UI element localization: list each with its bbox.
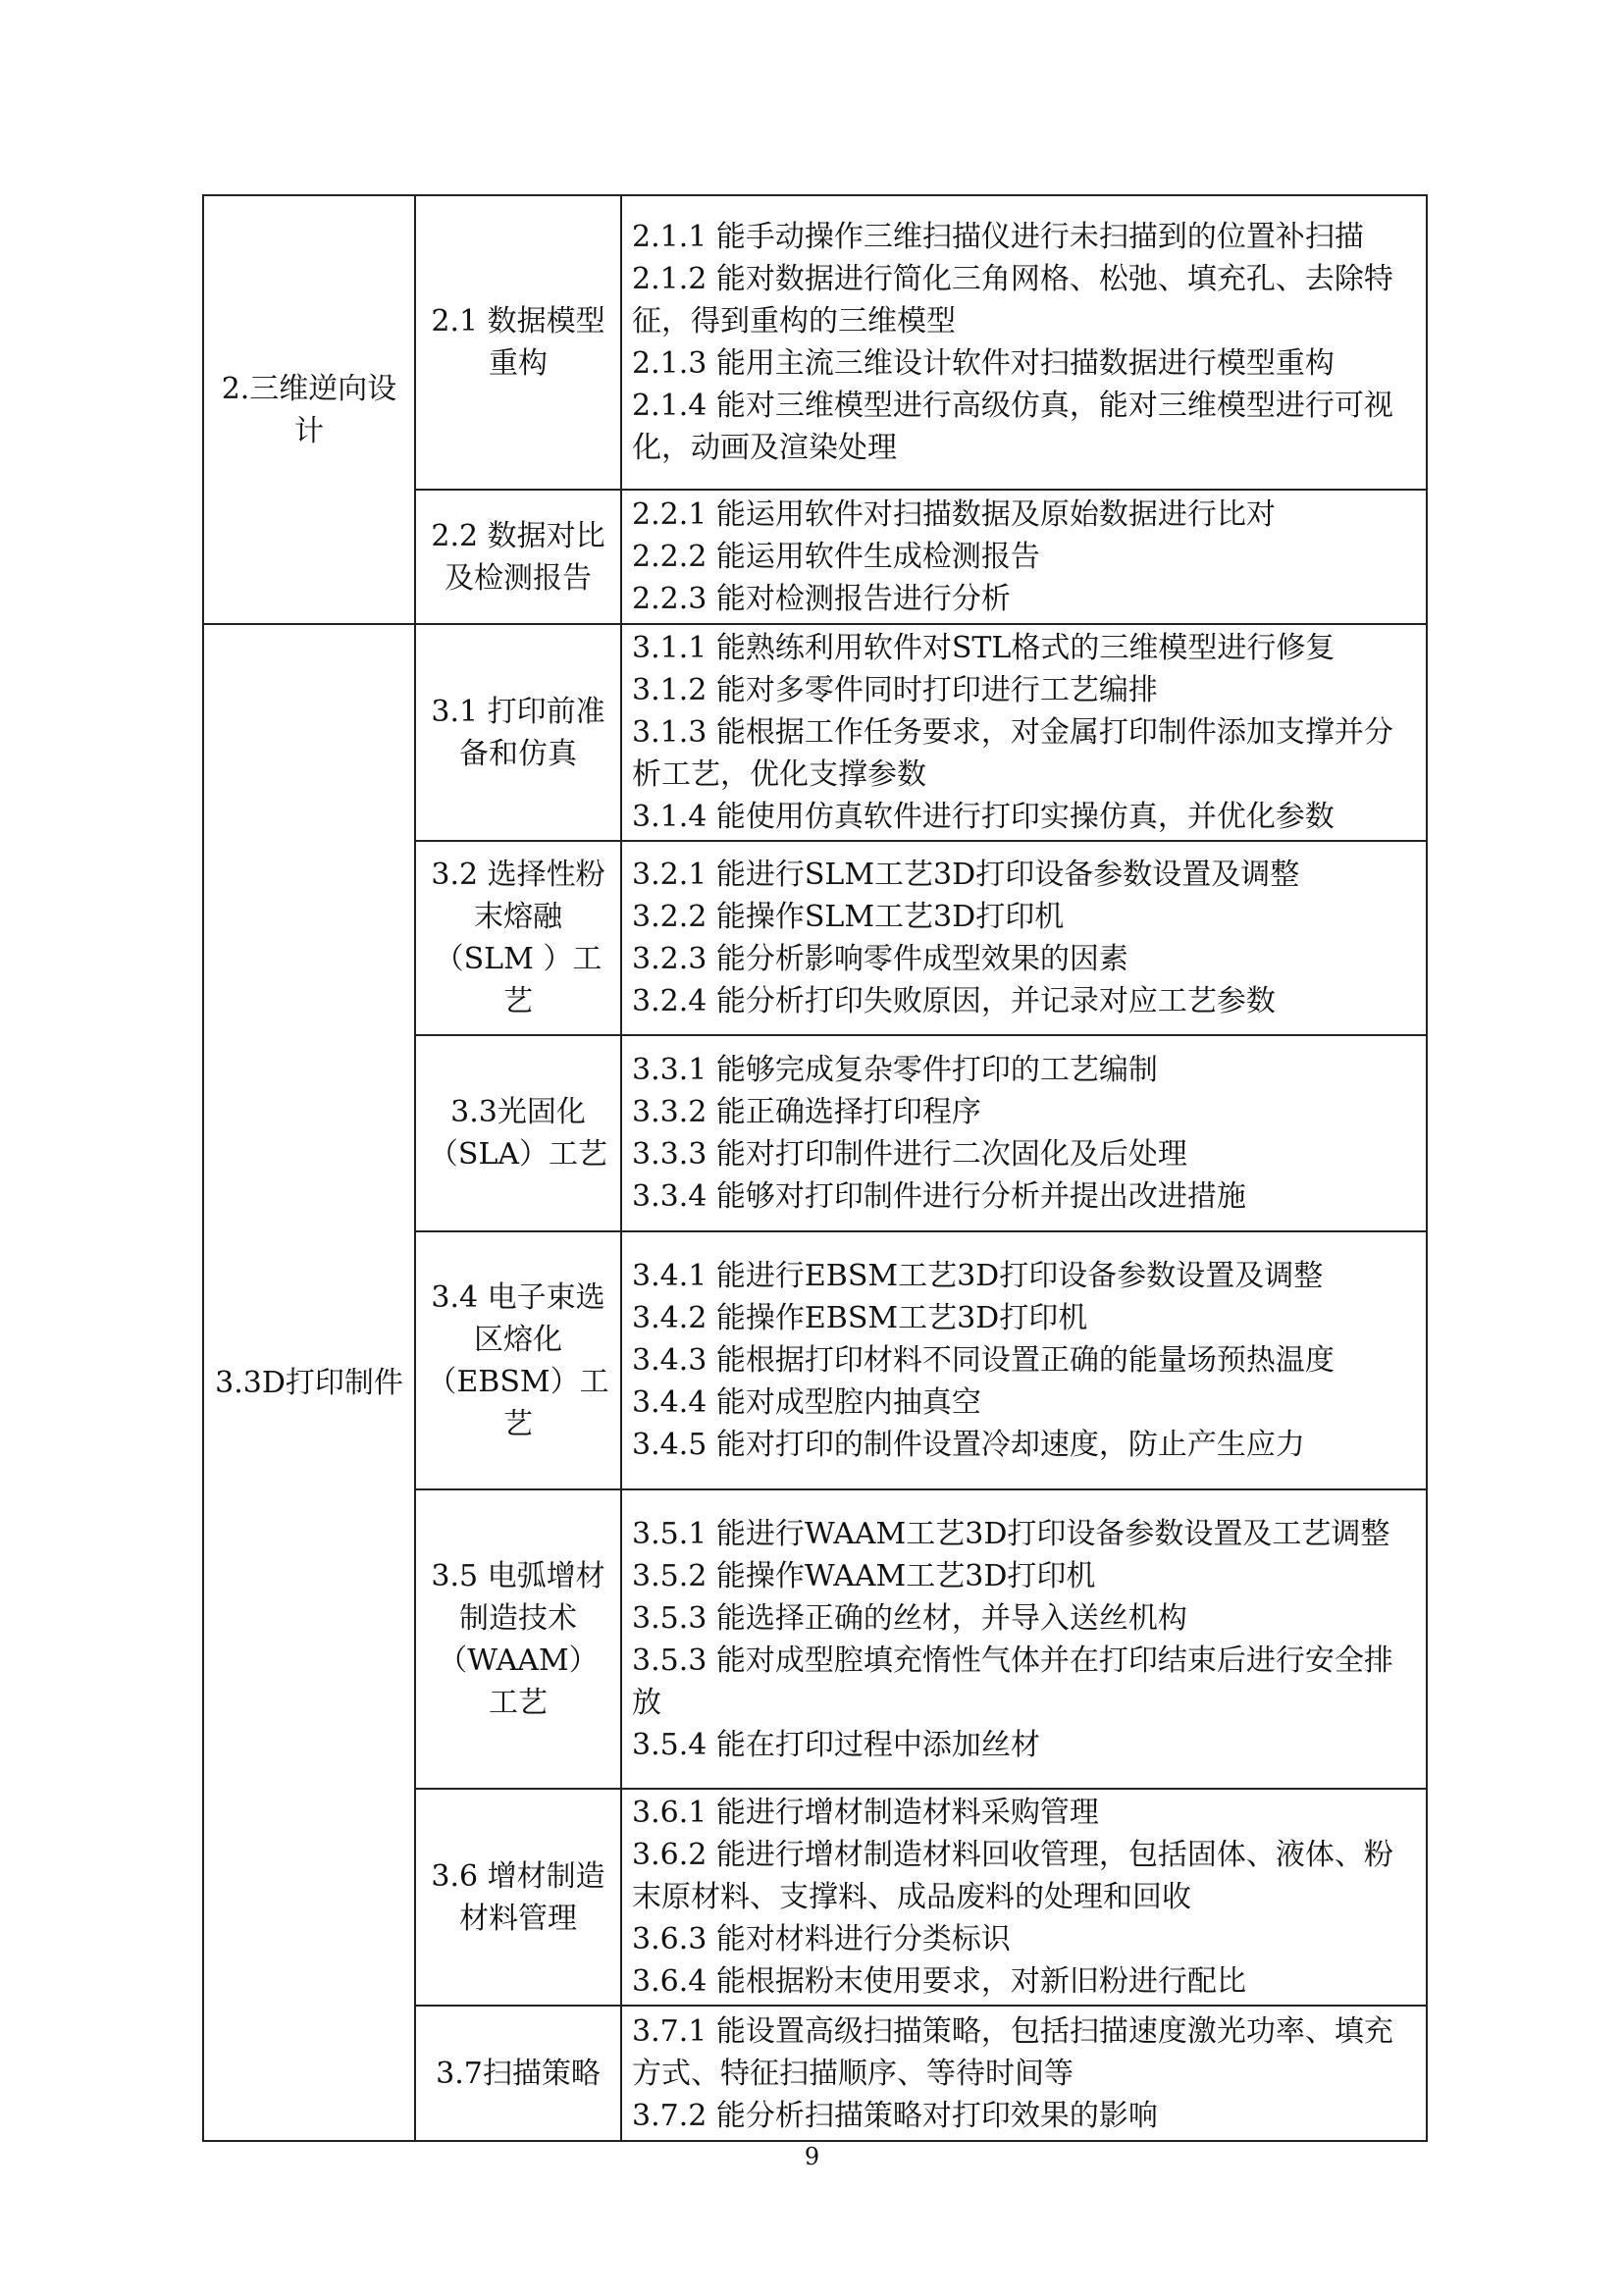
subsection-cell: 3.3光固化（SLA）工艺 <box>415 1035 621 1231</box>
list-item: 3.2.3 能分析影响零件成型效果的因素 <box>632 942 1128 976</box>
list-item: 3.6.1 能进行增材制造材料采购管理 <box>632 1796 1099 1830</box>
table-row <box>203 195 1427 490</box>
list-item: 2.2.3 能对检测报告进行分析 <box>632 582 1011 616</box>
list-item: 3.1.2 能对多零件同时打印进行工艺编排 <box>632 673 1158 707</box>
list-item: 3.3.4 能够对打印制件进行分析并提出改进措施 <box>632 1179 1246 1214</box>
list-item: 3.1.4 能使用仿真软件进行打印实操仿真，并优化参数 <box>632 800 1335 834</box>
list-item: 3.6.3 能对材料进行分类标识 <box>632 1922 1011 1956</box>
subsection-cell: 2.1 数据模型重构 <box>415 195 621 490</box>
list-item: 2.1.3 能用主流三维设计软件对扫描数据进行模型重构 <box>632 346 1335 381</box>
subsection-cell: 3.5 电弧增材制造技术（WAAM）工艺 <box>415 1489 621 1789</box>
subsection-cell: 3.6 增材制造材料管理 <box>415 1789 621 2006</box>
items-cell <box>621 1035 1427 1231</box>
list-item: 3.2.4 能分析打印失败原因，并记录对应工艺参数 <box>632 984 1276 1018</box>
list-item: 3.3.1 能够完成复杂零件打印的工艺编制 <box>632 1053 1158 1087</box>
items-cell <box>621 2006 1427 2141</box>
list-item: 3.5.4 能在打印过程中添加丝材 <box>632 1727 1040 1762</box>
subsection-cell: 3.2 选择性粉末熔融（SLM ）工艺 <box>415 841 621 1035</box>
items-cell <box>621 624 1427 841</box>
list-item: 3.3.3 能对打印制件进行二次固化及后处理 <box>632 1137 1187 1172</box>
items-cell <box>621 1489 1427 1789</box>
list-item: 3.5.3 能选择正确的丝材，并导入送丝机构 <box>632 1600 1187 1636</box>
items-cell <box>621 195 1427 490</box>
list-item: 2.1.1 能手动操作三维扫描仪进行未扫描到的位置补扫描 <box>632 220 1364 254</box>
items-cell <box>621 1789 1427 2006</box>
section-title-cell: 3.3D打印制件 <box>203 624 415 2141</box>
list-item: 3.4.4 能对成型腔内抽真空 <box>632 1385 981 1420</box>
items-cell <box>621 1231 1427 1489</box>
list-item: 3.1.1 能熟练利用软件对STL格式的三维模型进行修复 <box>632 631 1336 665</box>
page-number: 9 <box>804 2143 820 2170</box>
subsection-cell: 3.7扫描策略 <box>415 2006 621 2141</box>
table-row <box>203 624 1427 841</box>
subsection-cell: 3.4 电子束选区熔化（EBSM）工艺 <box>415 1231 621 1489</box>
list-item: 2.1.4 能对三维模型进行高级仿真，能对三维模型进行可视化，动画及渲染处理 <box>632 389 1393 465</box>
subsection-cell: 2.2 数据对比及检测报告 <box>415 490 621 624</box>
list-item: 3.3.2 能正确选择打印程序 <box>632 1095 981 1129</box>
list-item: 3.2.1 能进行SLM工艺3D打印设备参数设置及调整 <box>632 858 1300 892</box>
subsection-cell: 3.1 打印前准备和仿真 <box>415 624 621 841</box>
list-item: 3.5.2 能操作WAAM工艺3D打印机 <box>632 1558 1096 1593</box>
list-item: 3.4.2 能操作EBSM工艺3D打印机 <box>632 1301 1088 1335</box>
items-cell <box>621 490 1427 624</box>
list-item: 3.7.1 能设置高级扫描策略，包括扫描速度激光功率、填充方式、特征扫描顺序、等待时间等 <box>632 2013 1393 2091</box>
list-item: 3.5.3 能对成型腔填充惰性气体并在打印结束后进行安全排放 <box>632 1643 1393 1720</box>
list-item: 2.2.1 能运用软件对扫描数据及原始数据进行比对 <box>632 497 1276 532</box>
list-item: 2.1.2 能对数据进行简化三角网格、松弛、填充孔、去除特征，得到重构的三维模型 <box>632 262 1393 339</box>
section-title-cell: 2.三维逆向设计 <box>203 195 415 624</box>
list-item: 3.5.1 能进行WAAM工艺3D打印设备参数设置及工艺调整 <box>632 1516 1390 1551</box>
list-item: 3.1.3 能根据工作任务要求，对金属打印制件添加支撑并分析工艺，优化支撑参数 <box>632 715 1393 792</box>
list-item: 3.6.2 能进行增材制造材料回收管理，包括固体、液体、粉末原材料、支撑料、成品废料的处理和回收 <box>632 1838 1393 1914</box>
list-item: 3.4.3 能根据打印材料不同设置正确的能量场预热温度 <box>632 1343 1335 1378</box>
list-item: 2.2.2 能运用软件生成检测报告 <box>632 540 1040 574</box>
list-item: 3.7.2 能分析扫描策略对打印效果的影响 <box>632 2098 1158 2133</box>
list-item: 3.4.5 能对打印的制件设置冷却速度，防止产生应力 <box>632 1428 1305 1462</box>
items-cell <box>621 841 1427 1035</box>
competency-table <box>202 194 1428 2142</box>
list-item: 3.2.2 能操作SLM工艺3D打印机 <box>632 900 1065 934</box>
list-item: 3.6.4 能根据粉末使用要求，对新旧粉进行配比 <box>632 1964 1246 1999</box>
list-item: 3.4.1 能进行EBSM工艺3D打印设备参数设置及调整 <box>632 1259 1324 1293</box>
